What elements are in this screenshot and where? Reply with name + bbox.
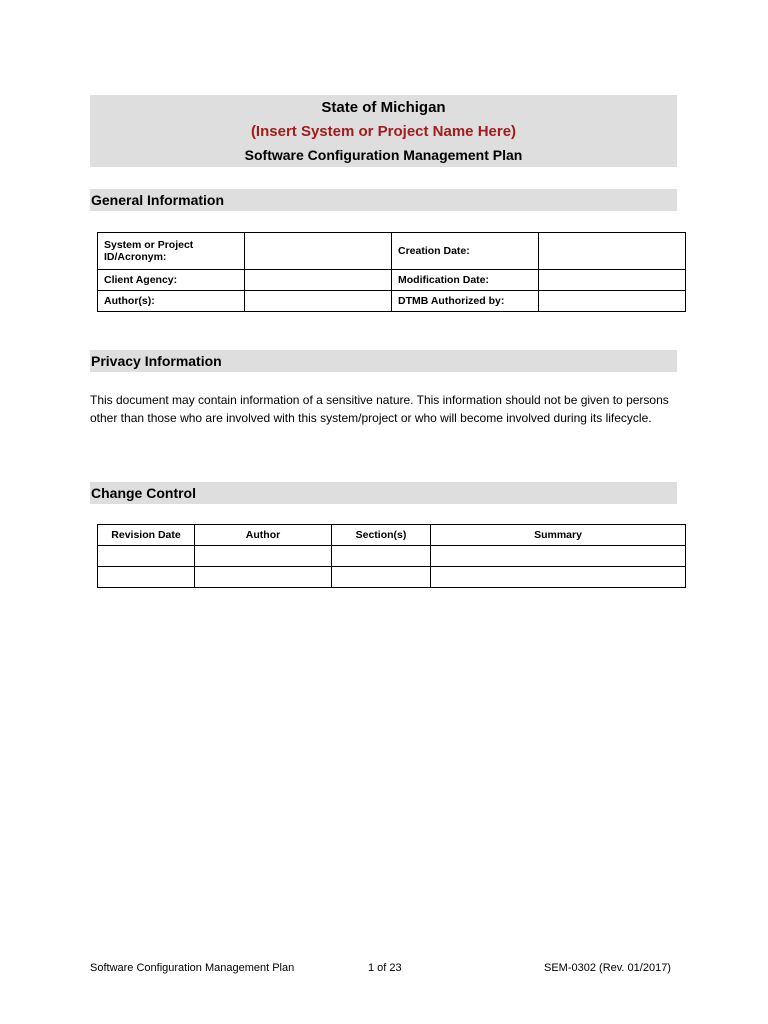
cell-summary[interactable] [431,546,686,567]
footer-title: Software Configuration Management Plan [90,962,295,974]
modification-date-value[interactable] [539,270,686,291]
cell-author[interactable] [195,567,332,588]
organization-name: State of Michigan [321,99,446,116]
cell-revision-date[interactable] [98,567,195,588]
cell-revision-date[interactable] [98,546,195,567]
system-id-value[interactable] [245,233,392,270]
privacy-information-heading: Privacy Information [90,350,677,372]
privacy-text: This document may contain information of a sensitive nature. This information should not be given to persons other than those who are involved with this system/project or who will become involved during its lifecycle. [90,393,669,425]
creation-date-value[interactable] [539,233,686,270]
project-name-placeholder: (Insert System or Project Name Here) [250,123,517,140]
client-agency-label: Client Agency: [98,270,245,291]
system-id-label: System or Project ID/Acronym: [98,233,245,270]
cell-sections[interactable] [332,567,431,588]
title-block [90,95,677,167]
table-row [98,546,686,567]
column-author: Author [195,525,332,546]
column-revision-date: Revision Date [98,525,195,546]
footer-page-number: 1 of 23 [368,962,402,974]
change-control-heading: Change Control [90,482,677,504]
column-summary: Summary [431,525,686,546]
change-control-table [97,524,686,588]
footer-form-id: SEM-0302 (Rev. 01/2017) [544,962,671,974]
dtmb-authorized-label: DTMB Authorized by: [392,291,539,312]
modification-date-label: Modification Date: [392,270,539,291]
table-row [98,567,686,588]
authors-label: Author(s): [98,291,245,312]
general-information-table [97,232,686,312]
dtmb-authorized-value[interactable] [539,291,686,312]
column-sections: Section(s) [332,525,431,546]
cell-author[interactable] [195,546,332,567]
cell-sections[interactable] [332,546,431,567]
cell-summary[interactable] [431,567,686,588]
change-control-header-row [98,525,686,546]
general-information-heading: General Information [90,189,677,211]
authors-value[interactable] [245,291,392,312]
creation-date-label: Creation Date: [392,233,539,270]
client-agency-value[interactable] [245,270,392,291]
document-title: Software Configuration Management Plan [244,147,523,163]
